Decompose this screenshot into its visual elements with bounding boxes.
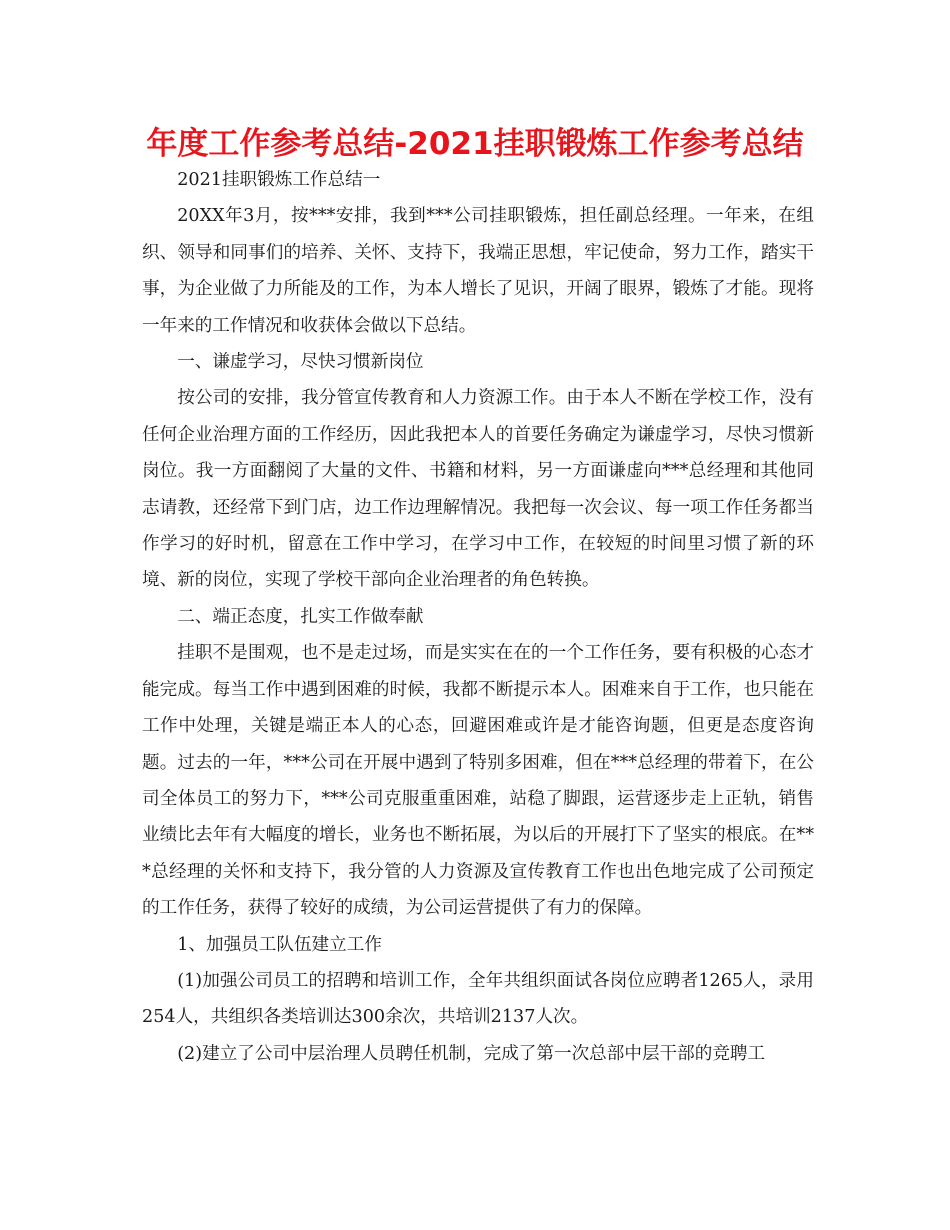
paragraph-intro: 20XX年3月，按***安排，我到***公司挂职锻炼，担任副总经理。一年来，在组织、领导和同事们的培养、关怀、支持下，我端正思想，牢记使命，努力工作，踏实干事，为企业做了力所能及的工作，为本人增长了见识，开阔了眼界，锻炼了才能。现将一年来的工作情况和收获体会做以下总结。 [142,206,814,336]
heading-subsection-1: 1、加强员工队伍建立工作 [177,934,382,955]
document-title: 年度工作参考总结-2021挂职锻炼工作参考总结 [146,126,804,162]
heading-section-1: 一、谦虚学习，尽快习惯新岗位 [177,352,424,373]
heading-section-2: 二、端正态度，扎实工作做奉献 [177,606,424,627]
document-body [142,162,814,1072]
paragraph-section-2: 挂职不是围观，也不是走过场，而是实实在在的一个工作任务，要有积极的心态才能完成。每当工作中遇到困难的时候，我都不断提示本人。困难来自于工作，也只能在工作中处理，关键是端正本人的心态，回避困难或许是才能咨询题，但更是态度咨询题。过去的一年，***公司在开展中遇到了特别多困难，但在***总经理的带着下，在公司全体员工的努力下，***公司克服重重困难，站稳了脚跟，运营逐步走上正轨，销售业绩比去年有大幅度的增长，业务也不断拓展，为以后的开展打下了坚实的根底。在***总经理的关怀和支持下，我分管的人力资源及宣传教育工作也出色地完成了公司预定的工作任务，获得了较好的成绩，为公司运营提供了有力的保障。 [142,643,814,919]
paragraph-section-1: 按公司的安排，我分管宣传教育和人力资源工作。由于本人不断在学校工作，没有任何企业治理方面的工作经历，因此我把本人的首要任务确定为谦虚学习，尽快习惯新岗位。我一方面翻阅了大量的文件、书籍和材料，另一方面谦虚向***总经理和其他同志请教，还经常下到门店，边工作边理解情况。我把每一次会议、每一项工作任务都当作学习的好时机，留意在工作中学习，在学习中工作，在较短的时间里习惯了新的环境、新的岗位，实现了学校干部向企业治理者的角色转换。 [142,388,814,591]
paragraph-item-2: (2)建立了公司中层治理人员聘任机制，完成了第一次总部中层干部的竞聘工 [177,1043,766,1064]
paragraph-item-1: (1)加强公司员工的招聘和培训工作，全年共组织面试各岗位应聘者1265人，录用254人，共组织各类培训达300余次，共培训2137人次。 [142,970,814,1028]
paragraph-subtitle: 2021挂职锻炼工作总结一 [177,170,381,190]
